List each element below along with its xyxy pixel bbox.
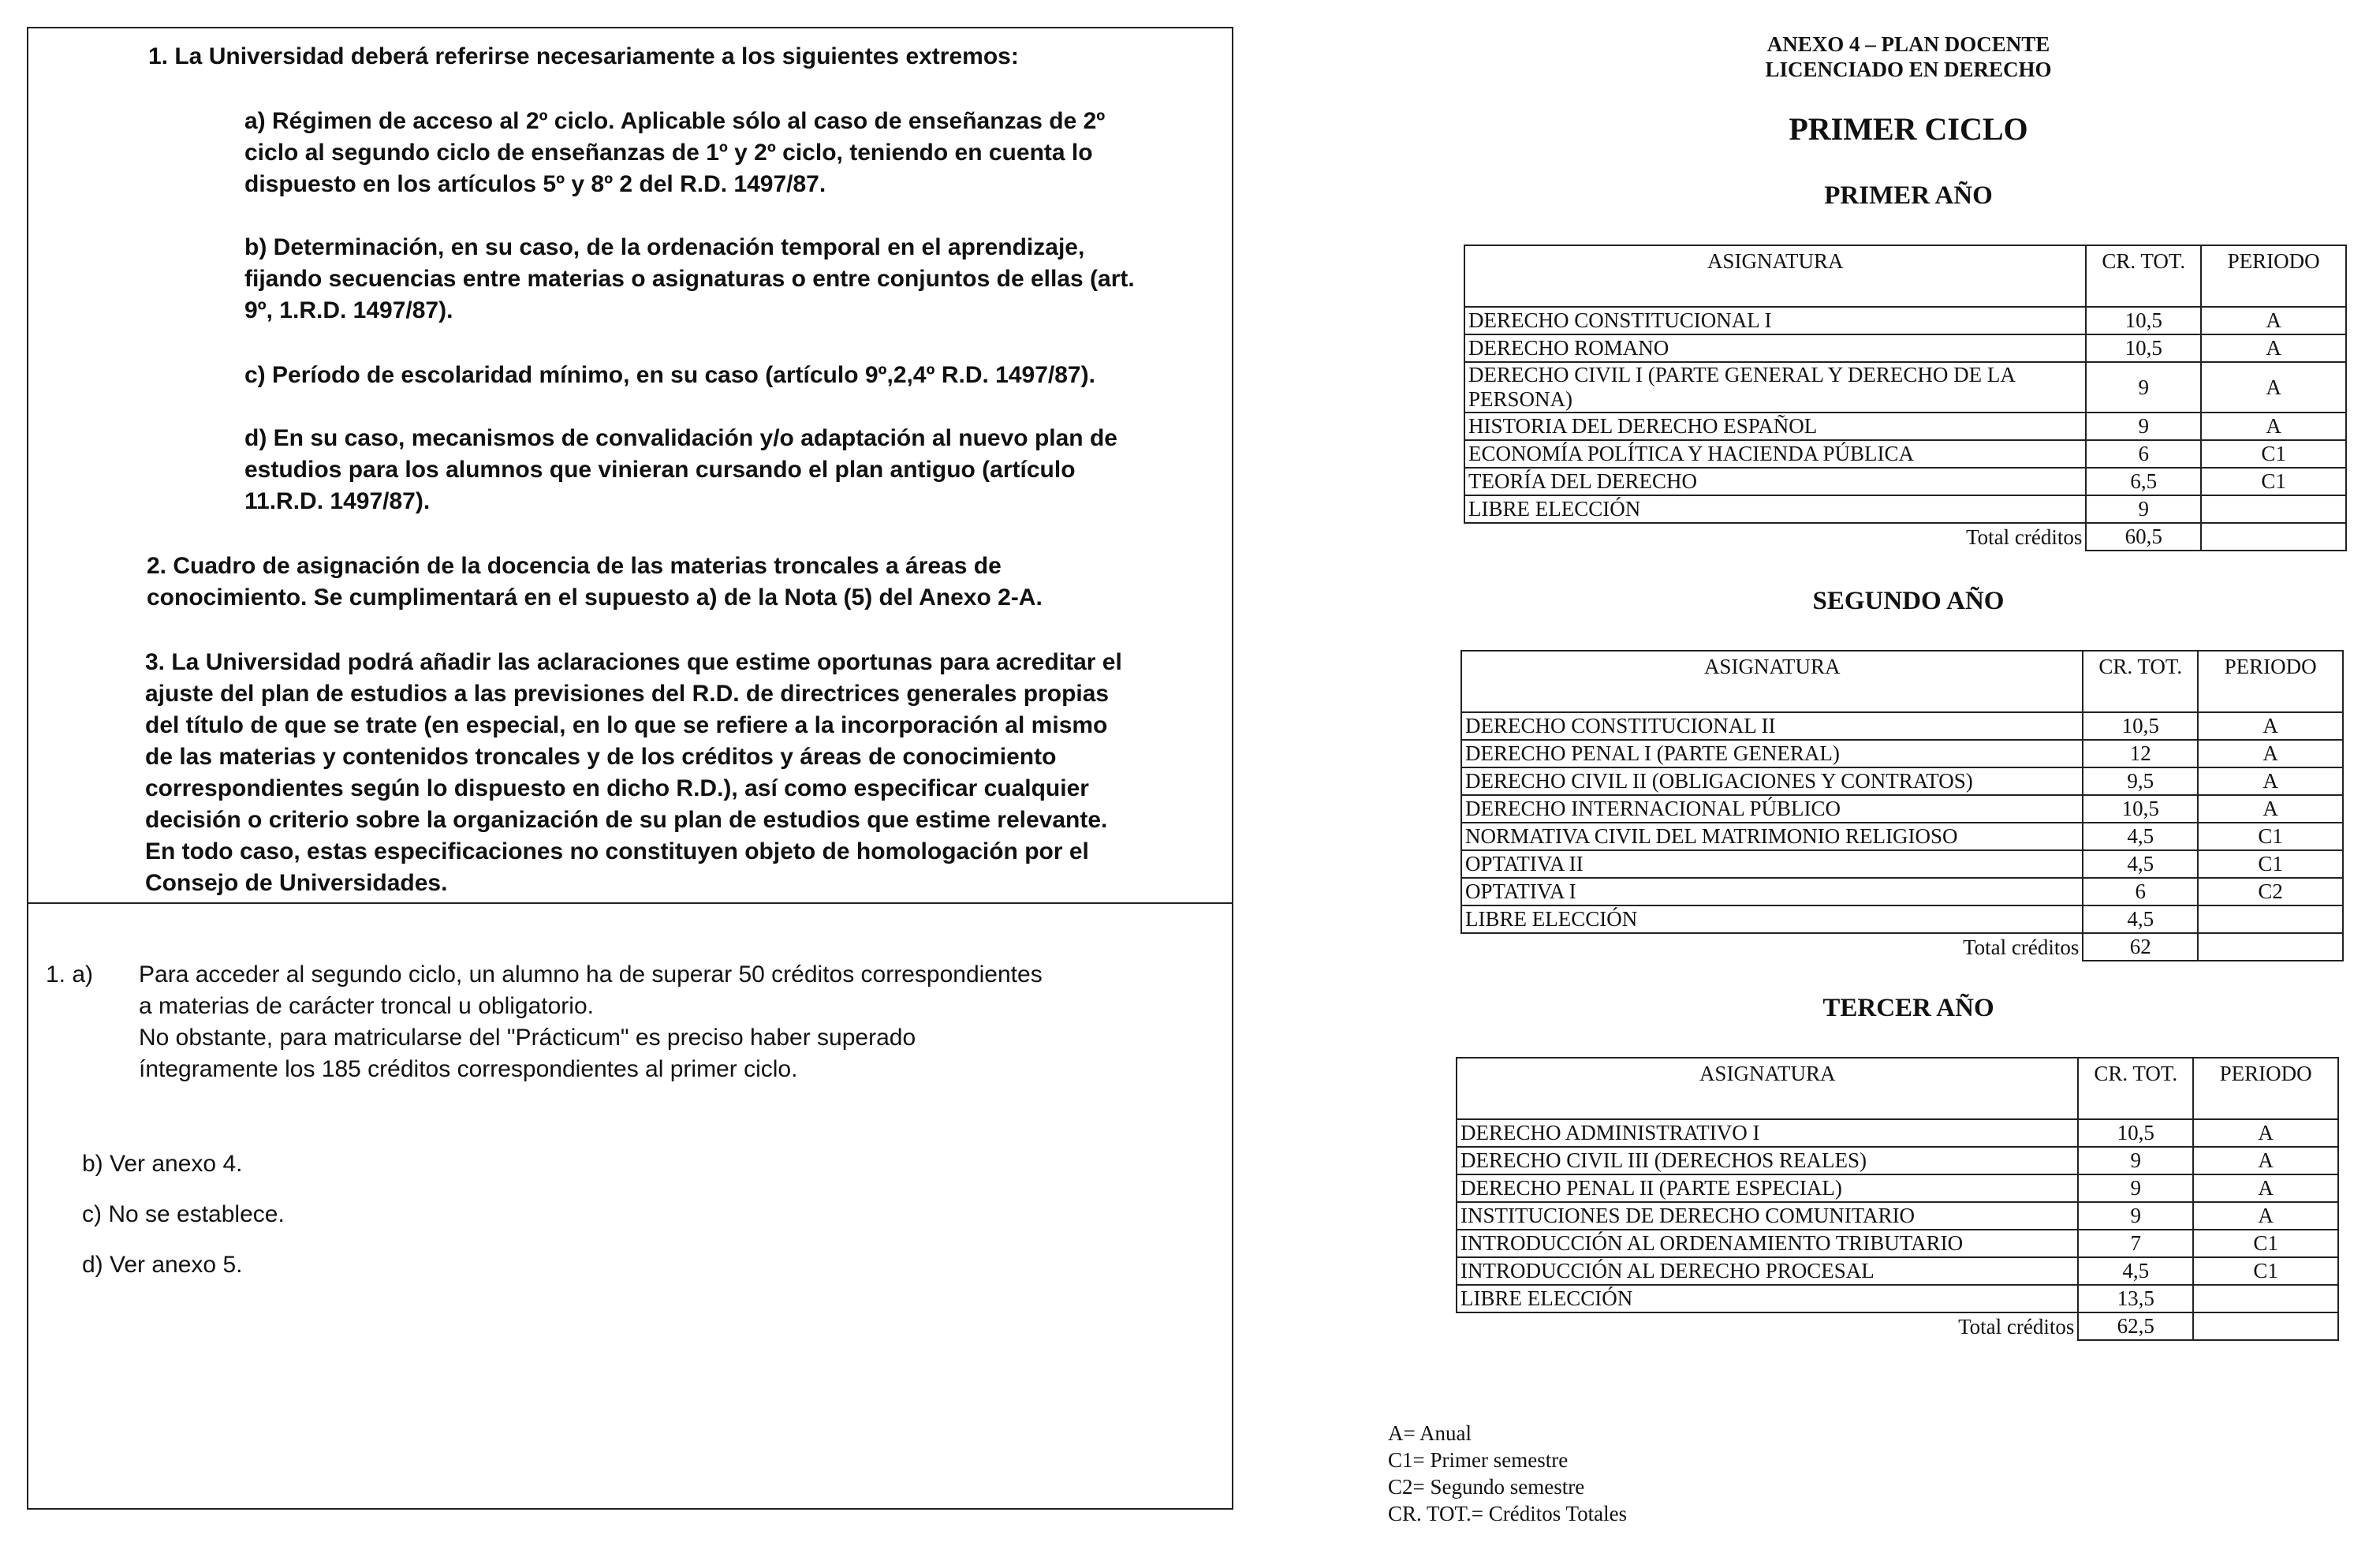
period-cell: C1 xyxy=(2201,468,2346,495)
total-row xyxy=(1461,933,2343,961)
item-1: 1. La Universidad deberá referirse necesariamente a los siguientes extremos: xyxy=(148,43,1019,69)
table-row xyxy=(1464,413,2346,440)
item-2-line2: conocimiento. Se cumplimentará en el supuesto a) de la Nota (5) del Anexo 2-A. xyxy=(147,584,1043,610)
year-1-table xyxy=(1464,245,2347,551)
period-cell: C2 xyxy=(2198,878,2343,905)
answer-number: 1. a) xyxy=(46,961,94,988)
credits-cell: 12 xyxy=(2083,740,2198,767)
subject-cell: TEORÍA DEL DERECHO xyxy=(1464,468,2086,495)
table-row xyxy=(1464,362,2346,413)
table-row xyxy=(1464,334,2346,362)
subject-cell: INSTITUCIONES DE DERECHO COMUNITARIO xyxy=(1457,1202,2078,1230)
credits-cell: 4,5 xyxy=(2083,905,2198,933)
period-cell: C1 xyxy=(2201,440,2346,468)
table-row xyxy=(1461,850,2343,878)
table-row xyxy=(1461,823,2343,850)
item-3-line5: correspondientes según lo dispuesto en dicho R.D.), así como especificar cualquier xyxy=(145,775,1089,801)
period-cell: A xyxy=(2201,362,2346,413)
table-row xyxy=(1457,1257,2338,1285)
annex-title: ANEXO 4 – PLAN DOCENTE xyxy=(1766,32,2050,56)
credits-cell: 9 xyxy=(2078,1174,2193,1202)
item-a-line2: ciclo al segundo ciclo de enseñanzas de 1º y 2º ciclo, teniendo en cuenta lo xyxy=(244,140,1093,166)
subject-cell: LIBRE ELECCIÓN xyxy=(1464,495,2086,523)
subject-cell: DERECHO PENAL II (PARTE ESPECIAL) xyxy=(1457,1174,2078,1202)
item-3-line2: ajuste del plan de estudios a las previsiones del R.D. de directrices generales propias xyxy=(145,681,1110,707)
item-2-line1: 2. Cuadro de asignación de la docencia de las materias troncales a áreas de xyxy=(147,553,1002,579)
answer-d: d) Ver anexo 5. xyxy=(82,1252,243,1278)
subject-cell: NORMATIVA CIVIL DEL MATRIMONIO RELIGIOSO xyxy=(1461,823,2083,850)
col-header-subject: ASIGNATURA xyxy=(1457,1058,2078,1119)
credits-cell: 10,5 xyxy=(2083,712,2198,740)
credits-cell: 13,5 xyxy=(2078,1285,2193,1312)
item-b-line1: b) Determinación, en su caso, de la ordenación temporal en el aprendizaje, xyxy=(244,234,1085,260)
col-header-period: PERIODO xyxy=(2201,245,2346,307)
year-3-title: TERCER AÑO xyxy=(1822,994,1994,1022)
credits-cell: 9,5 xyxy=(2083,767,2198,795)
table-row xyxy=(1457,1230,2338,1257)
period-cell: A xyxy=(2198,740,2343,767)
period-cell: A xyxy=(2201,334,2346,362)
subject-cell: DERECHO CIVIL I (PARTE GENERAL Y DERECHO DE LA PERSONA) xyxy=(1464,362,2086,413)
year-3-table xyxy=(1456,1057,2339,1341)
credits-cell: 4,5 xyxy=(2083,823,2198,850)
period-cell: C1 xyxy=(2193,1230,2338,1257)
year-1-title: PRIMER AÑO xyxy=(1824,181,1993,210)
subject-cell: DERECHO CONSTITUCIONAL I xyxy=(1464,307,2086,334)
total-label: Total créditos xyxy=(1457,1312,2078,1340)
table-row xyxy=(1461,767,2343,795)
subject-cell: LIBRE ELECCIÓN xyxy=(1461,905,2083,933)
table-header-row xyxy=(1457,1058,2338,1119)
subject-cell: OPTATIVA II xyxy=(1461,850,2083,878)
cycle-title: PRIMER CICLO xyxy=(1789,111,2028,147)
table-row xyxy=(1464,495,2346,523)
period-cell: A xyxy=(2198,712,2343,740)
credits-cell: 4,5 xyxy=(2083,850,2198,878)
table-row xyxy=(1457,1285,2338,1312)
degree-title: LICENCIADO EN DERECHO xyxy=(1765,58,2052,81)
item-3-line6: decisión o criterio sobre la organización de su plan de estudios que estime relevante. xyxy=(145,807,1108,833)
subject-cell: DERECHO CONSTITUCIONAL II xyxy=(1461,712,2083,740)
legend-anual: A= Anual xyxy=(1388,1421,1472,1445)
period-cell: A xyxy=(2193,1174,2338,1202)
subject-cell: INTRODUCCIÓN AL ORDENAMIENTO TRIBUTARIO xyxy=(1457,1230,2078,1257)
total-credits: 62 xyxy=(2083,933,2198,961)
total-row xyxy=(1464,523,2346,551)
item-d-line2: estudios para los alumnos que vinieran cursando el plan antiguo (artículo xyxy=(244,457,1076,483)
answer-a-line3: No obstante, para matricularse del "Prácticum" es preciso haber superado xyxy=(139,1025,916,1051)
period-cell: A xyxy=(2201,307,2346,334)
table-row xyxy=(1457,1147,2338,1174)
item-3-line7: En todo caso, estas especificaciones no constituyen objeto de homologación por el xyxy=(145,838,1089,864)
credits-cell: 9 xyxy=(2086,362,2201,413)
item-a-line1: a) Régimen de acceso al 2º ciclo. Aplicable sólo al caso de enseñanzas de 2º xyxy=(244,108,1106,134)
period-cell: A xyxy=(2201,413,2346,440)
credits-cell: 10,5 xyxy=(2086,307,2201,334)
subject-cell: ECONOMÍA POLÍTICA Y HACIENDA PÚBLICA xyxy=(1464,440,2086,468)
subject-cell: DERECHO PENAL I (PARTE GENERAL) xyxy=(1461,740,2083,767)
subject-cell: DERECHO ADMINISTRATIVO I xyxy=(1457,1119,2078,1147)
period-cell: C1 xyxy=(2198,850,2343,878)
subject-cell: LIBRE ELECCIÓN xyxy=(1457,1285,2078,1312)
col-header-credits: CR. TOT. xyxy=(2086,245,2201,307)
item-3-line4: de las materias y contenidos troncales y de los créditos y áreas de conocimiento xyxy=(145,744,1057,770)
answer-c: c) No se establece. xyxy=(82,1201,285,1227)
period-cell xyxy=(2198,905,2343,933)
item-c: c) Período de escolaridad mínimo, en su caso (artículo 9º,2,4º R.D. 1497/87). xyxy=(244,362,1095,388)
period-cell xyxy=(2201,495,2346,523)
col-header-credits: CR. TOT. xyxy=(2078,1058,2193,1119)
total-credits: 60,5 xyxy=(2086,523,2201,551)
period-cell: A xyxy=(2193,1147,2338,1174)
total-label: Total créditos xyxy=(1464,523,2086,551)
item-3-line1: 3. La Universidad podrá añadir las aclaraciones que estime oportunas para acreditar el xyxy=(145,649,1122,675)
answer-b: b) Ver anexo 4. xyxy=(82,1151,243,1177)
item-d-line3: 11.R.D. 1497/87). xyxy=(244,488,431,514)
total-label: Total créditos xyxy=(1461,933,2083,961)
table-header-row xyxy=(1461,651,2343,712)
table-row xyxy=(1464,307,2346,334)
subject-cell: HISTORIA DEL DERECHO ESPAÑOL xyxy=(1464,413,2086,440)
credits-cell: 4,5 xyxy=(2078,1257,2193,1285)
year-2-title: SEGUNDO AÑO xyxy=(1812,587,2005,615)
credits-cell: 9 xyxy=(2086,495,2201,523)
period-cell xyxy=(2193,1285,2338,1312)
period-cell: A xyxy=(2198,795,2343,823)
period-cell: C1 xyxy=(2198,823,2343,850)
credits-cell: 6,5 xyxy=(2086,468,2201,495)
table-header-row xyxy=(1464,245,2346,307)
legend-crtot: CR. TOT.= Créditos Totales xyxy=(1388,1502,1628,1525)
credits-cell: 6 xyxy=(2083,878,2198,905)
period-cell: C1 xyxy=(2193,1257,2338,1285)
table-row xyxy=(1461,740,2343,767)
item-b-line2: fijando secuencias entre materias o asignaturas o entre conjuntos de ellas (art. xyxy=(244,266,1135,292)
table-row xyxy=(1457,1174,2338,1202)
subject-cell: DERECHO CIVIL III (DERECHOS REALES) xyxy=(1457,1147,2078,1174)
total-credits: 62,5 xyxy=(2078,1312,2193,1340)
total-period-empty xyxy=(2201,523,2346,551)
table-row xyxy=(1457,1202,2338,1230)
col-header-credits: CR. TOT. xyxy=(2083,651,2198,712)
total-row xyxy=(1457,1312,2338,1340)
year-2-table xyxy=(1460,650,2344,961)
legend-c2: C2= Segundo semestre xyxy=(1388,1475,1585,1499)
answer-a-line2: a materias de carácter troncal u obligatorio. xyxy=(139,993,594,1019)
table-row xyxy=(1464,468,2346,495)
item-a-line3: dispuesto en los artículos 5º y 8º 2 del R.D. 1497/87. xyxy=(244,171,826,197)
table-row xyxy=(1464,440,2346,468)
legend-c1: C1= Primer semestre xyxy=(1388,1448,1569,1472)
subject-cell: INTRODUCCIÓN AL DERECHO PROCESAL xyxy=(1457,1257,2078,1285)
period-cell: A xyxy=(2193,1202,2338,1230)
table-row xyxy=(1461,712,2343,740)
total-period-empty xyxy=(2198,933,2343,961)
credits-cell: 10,5 xyxy=(2078,1119,2193,1147)
credits-cell: 10,5 xyxy=(2086,334,2201,362)
item-b-line3: 9º, 1.R.D. 1497/87). xyxy=(244,297,453,323)
credits-cell: 6 xyxy=(2086,440,2201,468)
col-header-period: PERIODO xyxy=(2198,651,2343,712)
col-header-subject: ASIGNATURA xyxy=(1464,245,2086,307)
period-cell: A xyxy=(2198,767,2343,795)
credits-cell: 9 xyxy=(2078,1147,2193,1174)
table-row xyxy=(1457,1119,2338,1147)
subject-cell: DERECHO CIVIL II (OBLIGACIONES Y CONTRATOS) xyxy=(1461,767,2083,795)
subject-cell: OPTATIVA I xyxy=(1461,878,2083,905)
item-3-line3: del título de que se trate (en especial, en lo que se refiere a la incorporación al mismo xyxy=(145,712,1108,738)
credits-cell: 9 xyxy=(2086,413,2201,440)
table-row xyxy=(1461,905,2343,933)
col-header-period: PERIODO xyxy=(2193,1058,2338,1119)
answer-a-line1: Para acceder al segundo ciclo, un alumno ha de superar 50 créditos correspondientes xyxy=(139,961,1043,988)
period-cell: A xyxy=(2193,1119,2338,1147)
item-d-line1: d) En su caso, mecanismos de convalidación y/o adaptación al nuevo plan de xyxy=(244,425,1117,451)
subject-cell: DERECHO INTERNACIONAL PÚBLICO xyxy=(1461,795,2083,823)
table-row xyxy=(1461,795,2343,823)
credits-cell: 9 xyxy=(2078,1202,2193,1230)
credits-cell: 7 xyxy=(2078,1230,2193,1257)
credits-cell: 10,5 xyxy=(2083,795,2198,823)
answer-a-line4: íntegramente los 185 créditos correspondientes al primer ciclo. xyxy=(139,1056,798,1082)
total-period-empty xyxy=(2193,1312,2338,1340)
subject-cell: DERECHO ROMANO xyxy=(1464,334,2086,362)
col-header-subject: ASIGNATURA xyxy=(1461,651,2083,712)
item-3-line8: Consejo de Universidades. xyxy=(145,870,448,896)
table-row xyxy=(1461,878,2343,905)
